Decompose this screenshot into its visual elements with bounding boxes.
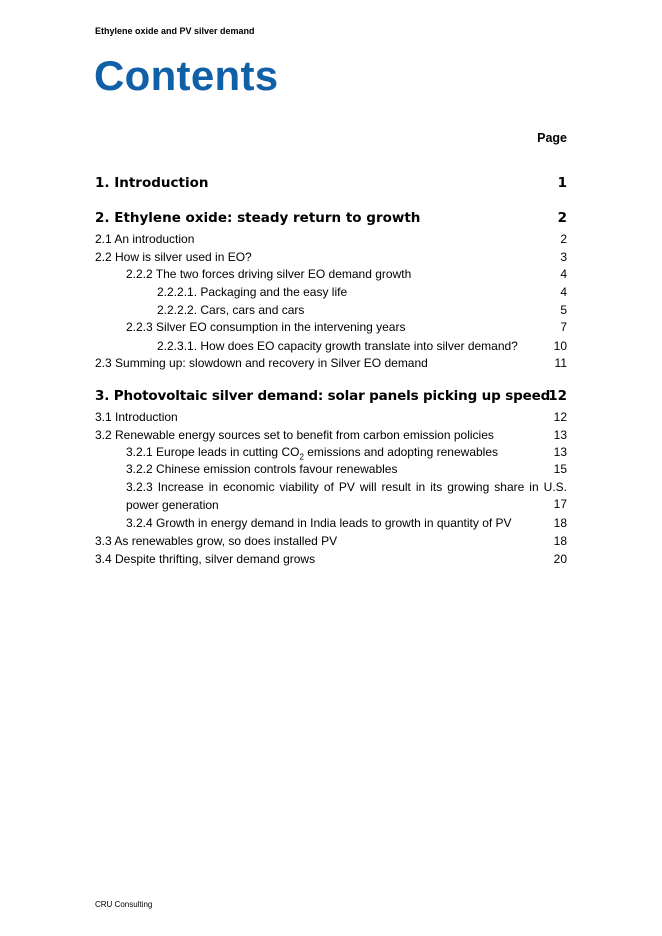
toc-entry-page: 13: [553, 428, 567, 442]
toc-entry-label: 1. Introduction: [95, 175, 209, 191]
toc-entry-label: 3.2.2 Chinese emission controls favour renewables: [126, 462, 398, 476]
page-column-label: Page: [537, 131, 567, 145]
toc-entry-label: 2.2.2 The two forces driving silver EO demand growth: [126, 267, 412, 281]
toc-entry-page: 17: [553, 497, 567, 511]
toc-entry-label: 2.1 An introduction: [95, 232, 195, 246]
toc-entry-label: 3.3 As renewables grow, so does installed PV: [95, 534, 338, 548]
toc-entry-page: 10: [553, 339, 567, 353]
toc-entry-page: 13: [553, 445, 567, 459]
toc-entry-label: 2.2.3 Silver EO consumption in the intervening years: [126, 320, 406, 334]
subscript-2: 2: [299, 452, 304, 462]
page-title: Contents: [94, 52, 279, 99]
toc-entry-label: 3. Photovoltaic silver demand: solar panels picking up speed: [95, 388, 551, 404]
toc-entry-page: 4: [560, 267, 567, 281]
toc-entry-page: 2: [560, 232, 567, 246]
toc-entry-page: 18: [553, 534, 567, 548]
footer-text: CRU Consulting: [95, 900, 153, 909]
toc-entry-page: 18: [553, 516, 567, 530]
toc-entry-page: 5: [560, 303, 567, 317]
toc-entry-page: 12: [548, 388, 567, 404]
toc-entry-page: 11: [554, 356, 567, 370]
toc-entry-label: 2.2.2.1. Packaging and the easy life: [157, 285, 348, 299]
toc-entry-page: 4: [560, 285, 567, 299]
toc-entry-label: 2. Ethylene oxide: steady return to growth: [95, 210, 421, 226]
toc-entry-label: 3.2.4 Growth in energy demand in India leads to growth in quantity of PV: [126, 516, 512, 530]
toc-entry-page: 1: [557, 175, 567, 191]
toc-entry-label-post: emissions and adopting renewables: [303, 445, 499, 459]
toc-entry-label: 2.2 How is silver used in EO?: [95, 250, 252, 264]
toc-entry-page: 7: [560, 320, 567, 334]
toc-entry-page: 3: [560, 250, 567, 264]
toc-entry-label: 3.2 Renewable energy sources set to benefit from carbon emission policies: [95, 428, 494, 442]
toc-entry-label: [126, 445, 498, 460]
toc-entry-page: 2: [557, 210, 567, 226]
running-header: Ethylene oxide and PV silver demand: [95, 26, 255, 36]
toc-entry-label-pre: 3.2.1 Europe leads in cutting CO: [126, 445, 300, 459]
toc-entry-3-2-3[interactable]: [95, 478, 567, 514]
toc-entry-label: 3.4 Despite thrifting, silver demand grows: [95, 552, 316, 566]
toc-entry-label: 3.2.3 Increase in economic viability of PV will result in its growing share in U.S. power generation: [126, 480, 567, 512]
toc-entry-page: 20: [553, 552, 567, 566]
toc-entry-label: 2.2.3.1. How does EO capacity growth translate into silver demand?: [157, 339, 518, 353]
toc-entry-label: 3.1 Introduction: [95, 410, 178, 424]
toc-entry-label: 2.2.2.2. Cars, cars and cars: [157, 303, 305, 317]
toc-entry-page: 12: [553, 410, 567, 424]
toc-entry-page: 15: [553, 462, 567, 476]
toc-entry-label: 2.3 Summing up: slowdown and recovery in Silver EO demand: [95, 356, 428, 370]
